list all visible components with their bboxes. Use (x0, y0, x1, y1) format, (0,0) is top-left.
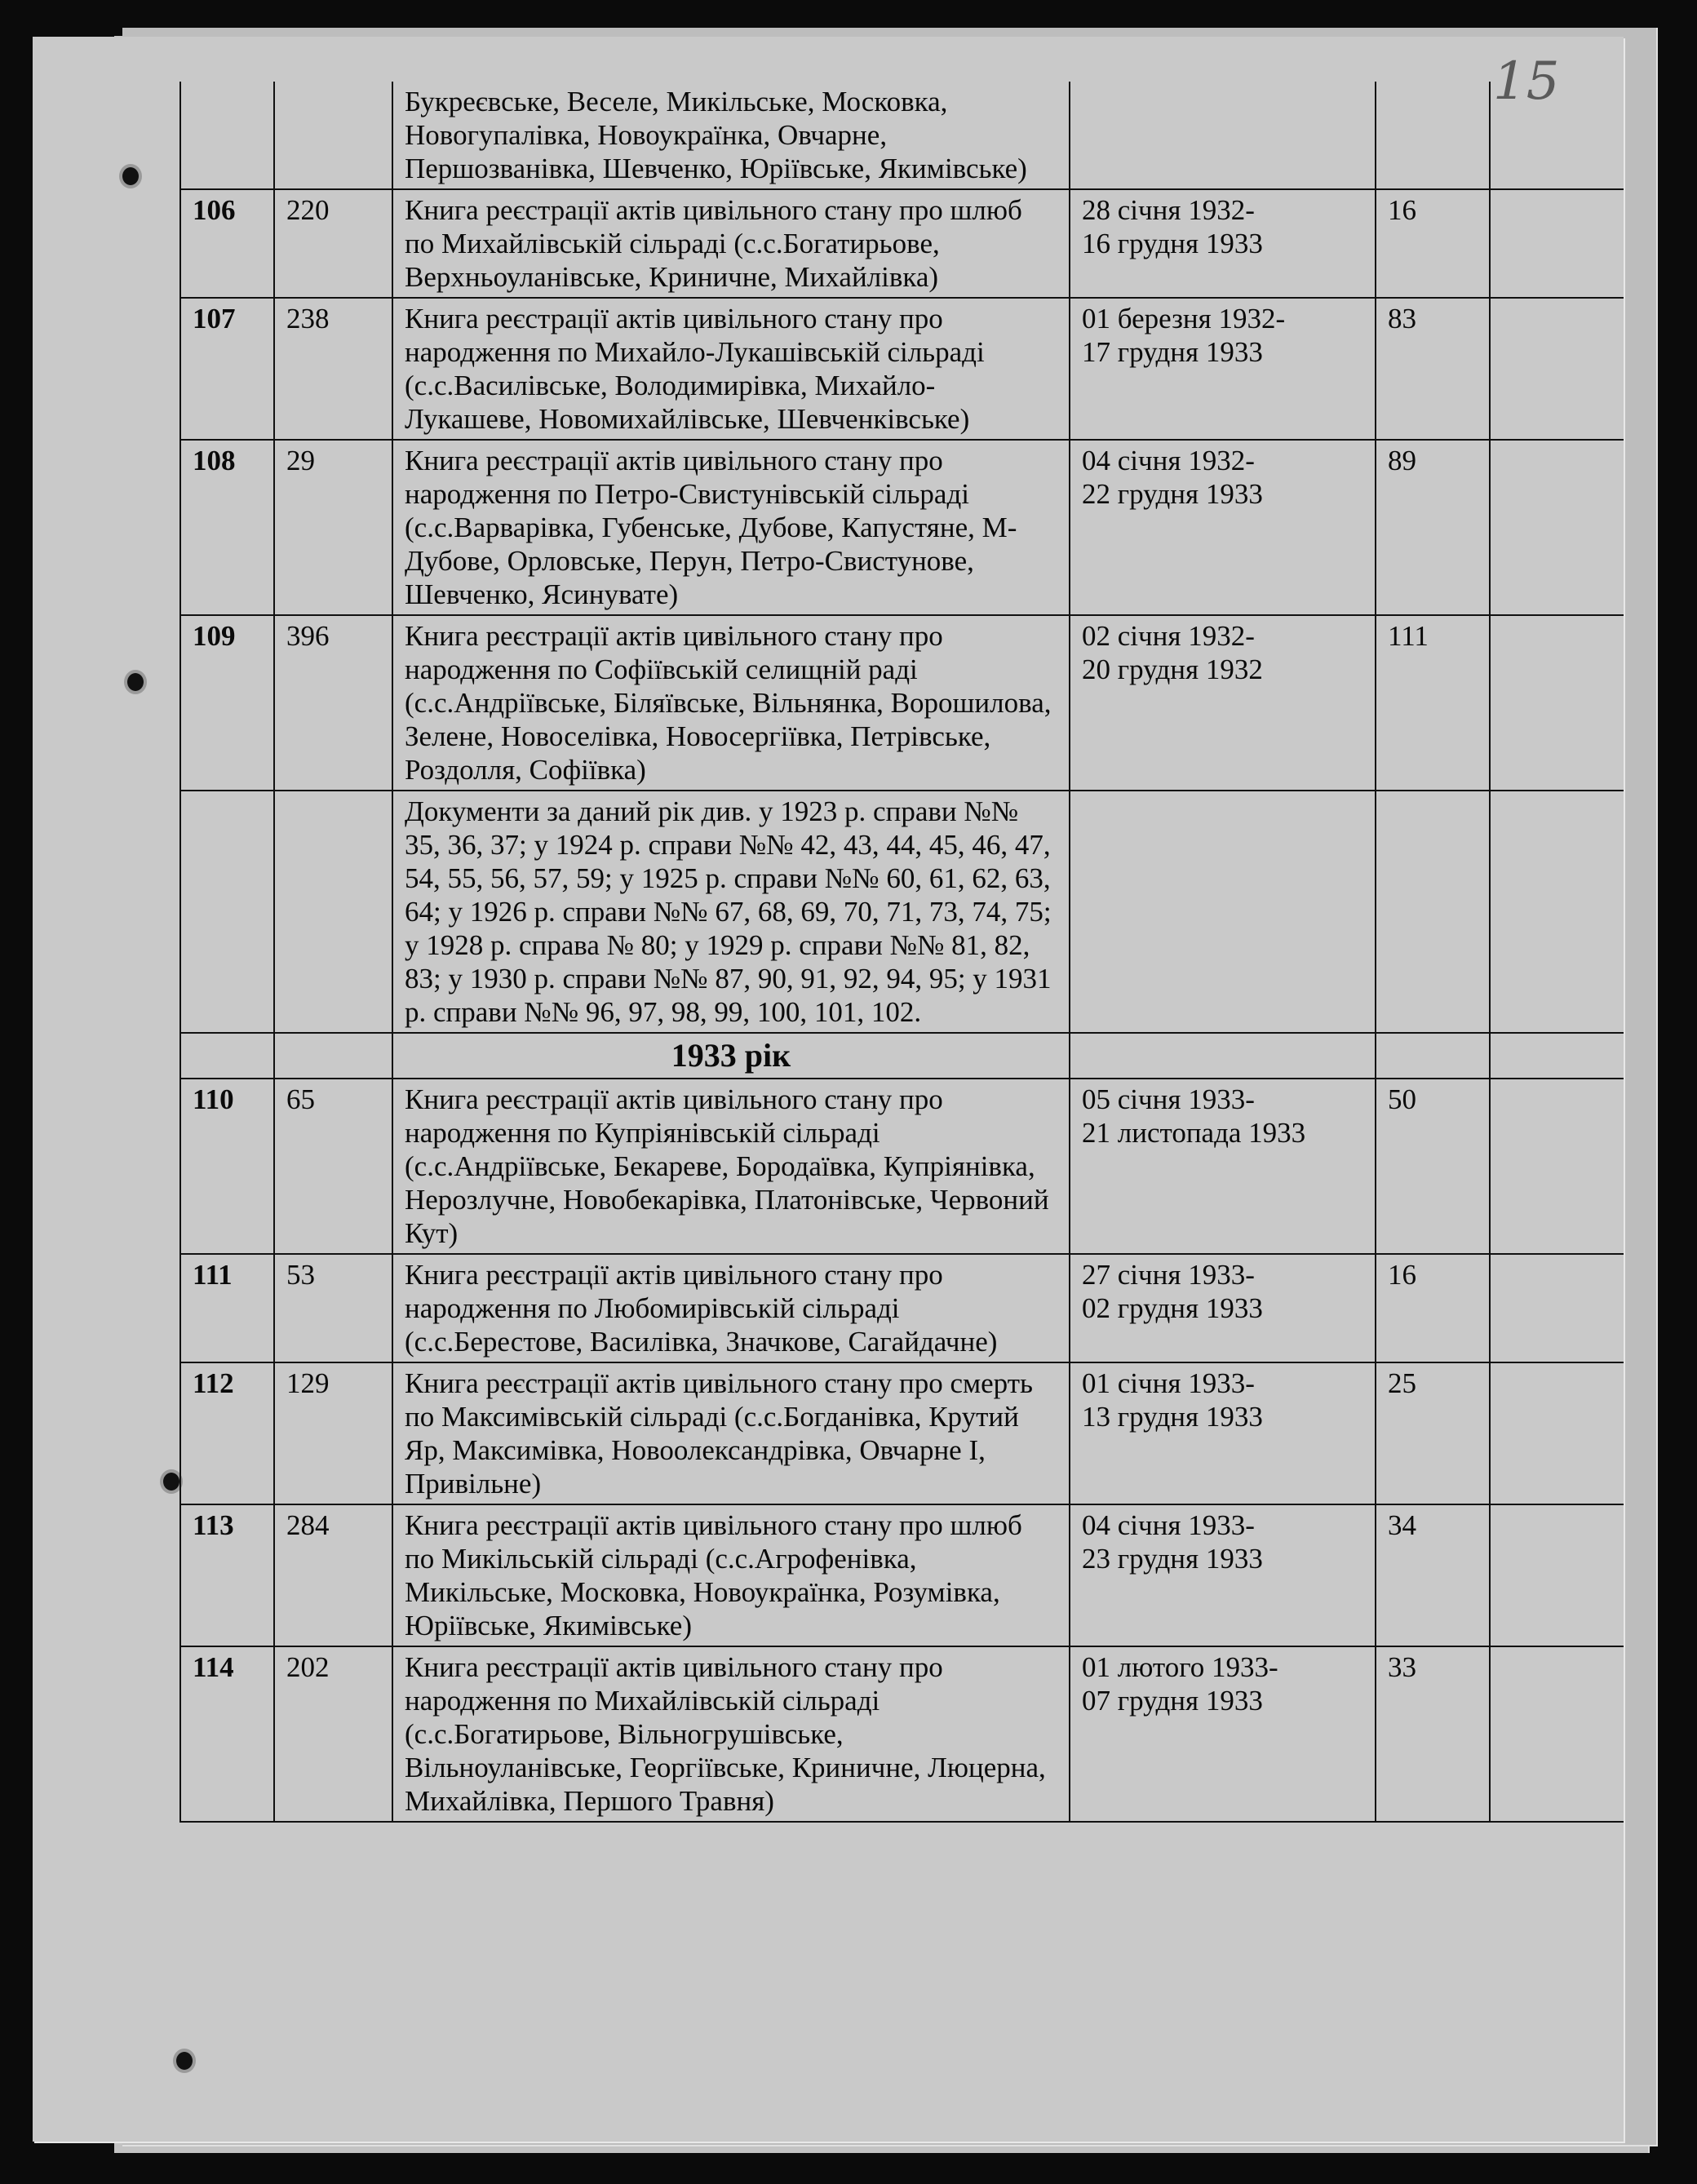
table-row-continuation (180, 82, 1624, 189)
case-number (274, 1033, 392, 1079)
row-sheets: 89 (1376, 440, 1490, 615)
row-notes (1490, 1362, 1624, 1504)
date-to: 02 грудня 1933 (1082, 1292, 1263, 1324)
row-number: 109 (180, 615, 274, 791)
date-to: 20 грудня 1932 (1082, 653, 1263, 685)
row-dates (1070, 82, 1376, 189)
row-description: Книга реєстрації актів цивільного стану про народження по Петро-Свистунівській сільраді (с.с.Варварівка, Губенське, Дубове, Капустяне, М-Дубове, Орловське, Перун, Петро-Свистунове, Шевченко, Ясинувате) (392, 440, 1070, 615)
table-row (180, 1646, 1624, 1822)
date-from: 02 січня 1932- (1082, 620, 1255, 652)
row-number: 113 (180, 1504, 274, 1646)
row-sheets: 25 (1376, 1362, 1490, 1504)
date-to: 23 грудня 1933 (1082, 1543, 1263, 1575)
row-dates (1070, 1079, 1376, 1254)
table-row (180, 1079, 1624, 1254)
row-notes (1490, 791, 1624, 1033)
row-notes (1490, 615, 1624, 791)
row-dates (1070, 1033, 1376, 1079)
date-from: 05 січня 1933- (1082, 1083, 1255, 1115)
table-row-reference-note (180, 791, 1624, 1033)
row-description: Книга реєстрації актів цивільного стану про шлюб по Михайлівській сільраді (с.с.Богатирьове, Верхньоуланівське, Криничне, Михайлівка) (392, 189, 1070, 298)
case-number: 220 (274, 189, 392, 298)
row-sheets (1376, 791, 1490, 1033)
row-dates (1070, 791, 1376, 1033)
case-number: 129 (274, 1362, 392, 1504)
row-description: Книга реєстрації актів цивільного стану про народження по Любомирівській сільраді (с.с.Берестове, Василівка, Значкове, Сагайдачне) (392, 1254, 1070, 1362)
row-description: Книга реєстрації актів цивільного стану про народження по Михайло-Лукашівській сільраді (с.с.Василівське, Володимирівка, Михайло-Лукашеве, Новомихайлівське, Шевченківське) (392, 298, 1070, 440)
row-notes (1490, 1646, 1624, 1822)
case-number (274, 791, 392, 1033)
case-number: 29 (274, 440, 392, 615)
date-from: 01 березня 1932- (1082, 303, 1286, 334)
row-number: 111 (180, 1254, 274, 1362)
row-notes (1490, 298, 1624, 440)
row-dates (1070, 1504, 1376, 1646)
year-heading: 1933 рік (392, 1033, 1070, 1079)
row-description: Книга реєстрації актів цивільного стану про народження по Купріянівській сільраді (с.с.Андріївське, Бекареве, Бородаївка, Купріянівка, Нерозлучне, Новобекарівка, Платонівське, Червоний Кут) (392, 1079, 1070, 1254)
row-dates (1070, 440, 1376, 615)
row-number: 108 (180, 440, 274, 615)
row-sheets: 83 (1376, 298, 1490, 440)
row-sheets (1376, 1033, 1490, 1079)
row-notes (1490, 440, 1624, 615)
row-number (180, 82, 274, 189)
case-number: 202 (274, 1646, 392, 1822)
row-sheets: 16 (1376, 189, 1490, 298)
row-dates (1070, 1646, 1376, 1822)
row-description: Букреєвське, Веселе, Микільське, Московка, Новогупалівка, Новоукраїнка, Овчарне, Першозванівка, Шевченко, Юріївське, Якимівське) (392, 82, 1070, 189)
date-to: 17 грудня 1933 (1082, 336, 1263, 368)
table-row (180, 1504, 1624, 1646)
case-number: 284 (274, 1504, 392, 1646)
row-dates (1070, 615, 1376, 791)
punch-hole-icon (127, 673, 144, 691)
row-notes (1490, 1033, 1624, 1079)
row-sheets: 34 (1376, 1504, 1490, 1646)
date-from: 04 січня 1933- (1082, 1509, 1255, 1541)
punch-hole-icon (163, 1473, 179, 1491)
row-dates (1070, 298, 1376, 440)
row-number (180, 1033, 274, 1079)
row-sheets (1376, 82, 1490, 189)
punch-hole-icon (176, 2052, 193, 2070)
row-sheets: 16 (1376, 1254, 1490, 1362)
date-from: 04 січня 1932- (1082, 445, 1255, 476)
row-sheets: 50 (1376, 1079, 1490, 1254)
row-number: 114 (180, 1646, 274, 1822)
registry-table (179, 82, 1624, 1823)
table-row (180, 615, 1624, 791)
row-notes (1490, 82, 1624, 189)
row-number: 112 (180, 1362, 274, 1504)
date-to: 13 грудня 1933 (1082, 1401, 1263, 1433)
table-row (180, 189, 1624, 298)
document-page (33, 37, 1624, 2142)
row-dates (1070, 1362, 1376, 1504)
row-sheets: 111 (1376, 615, 1490, 791)
row-notes (1490, 189, 1624, 298)
case-number (274, 82, 392, 189)
case-number: 53 (274, 1254, 392, 1362)
reference-note: Документи за даний рік див. у 1923 р. справи №№ 35, 36, 37; у 1924 р. справи №№ 42, 43, 44, 45, 46, 47, 54, 55, 56, 57, 59; у 1925 р. справи №№ 60, 61, 62, 63, 64; у 1926 р. справи №№ 67, 68, 69, 70, 71, 73, 74, 75; у 1928 р. справа № 80; у 1929 р. справи №№ 81, 82, 83; у 1930 р. справи №№ 87, 90, 91, 92, 94, 95; у 1931 р. справи №№ 96, 97, 98, 99, 100, 101, 102. (392, 791, 1070, 1033)
row-number: 110 (180, 1079, 274, 1254)
row-number: 106 (180, 189, 274, 298)
row-notes (1490, 1254, 1624, 1362)
date-to: 07 грудня 1933 (1082, 1685, 1263, 1717)
date-to: 22 грудня 1933 (1082, 478, 1263, 510)
row-description: Книга реєстрації актів цивільного стану про народження по Михайлівській сільраді (с.с.Богатирьове, Вільногрушівське, Вільноуланівське, Георгіївське, Криничне, Люцерна, Михайлівка, Першого Травня) (392, 1646, 1070, 1822)
row-notes (1490, 1079, 1624, 1254)
case-number: 238 (274, 298, 392, 440)
row-description: Книга реєстрації актів цивільного стану про шлюб по Микільській сільраді (с.с.Агрофенівка, Микільське, Московка, Новоукраїнка, Розумівка, Юріївське, Якимівське) (392, 1504, 1070, 1646)
case-number: 396 (274, 615, 392, 791)
table-row (180, 298, 1624, 440)
row-number: 107 (180, 298, 274, 440)
date-from: 28 січня 1932- (1082, 194, 1255, 226)
case-number: 65 (274, 1079, 392, 1254)
row-sheets: 33 (1376, 1646, 1490, 1822)
folio-number: 15 (1493, 51, 1560, 112)
row-dates (1070, 1254, 1376, 1362)
punch-hole-icon (122, 167, 139, 185)
table-row-year-heading (180, 1033, 1624, 1079)
row-description: Книга реєстрації актів цивільного стану про смерть по Максимівській сільраді (с.с.Богданівка, Крутий Яр, Максимівка, Новоолександрівка, Овчарне І, Привільне) (392, 1362, 1070, 1504)
row-number (180, 791, 274, 1033)
date-to: 16 грудня 1933 (1082, 228, 1263, 259)
date-from: 27 січня 1933- (1082, 1259, 1255, 1291)
table-row (180, 1362, 1624, 1504)
row-notes (1490, 1504, 1624, 1646)
date-from: 01 січня 1933- (1082, 1367, 1255, 1399)
table-row (180, 440, 1624, 615)
row-dates (1070, 189, 1376, 298)
date-to: 21 листопада 1933 (1082, 1117, 1306, 1149)
row-description: Книга реєстрації актів цивільного стану про народження по Софіївській селищній раді (с.с.Андріївське, Біляївське, Вільнянка, Ворошилова, Зелене, Новоселівка, Новосергіївка, Петрівське, Роздолля, Софіївка) (392, 615, 1070, 791)
date-from: 01 лютого 1933- (1082, 1651, 1278, 1683)
table-row (180, 1254, 1624, 1362)
